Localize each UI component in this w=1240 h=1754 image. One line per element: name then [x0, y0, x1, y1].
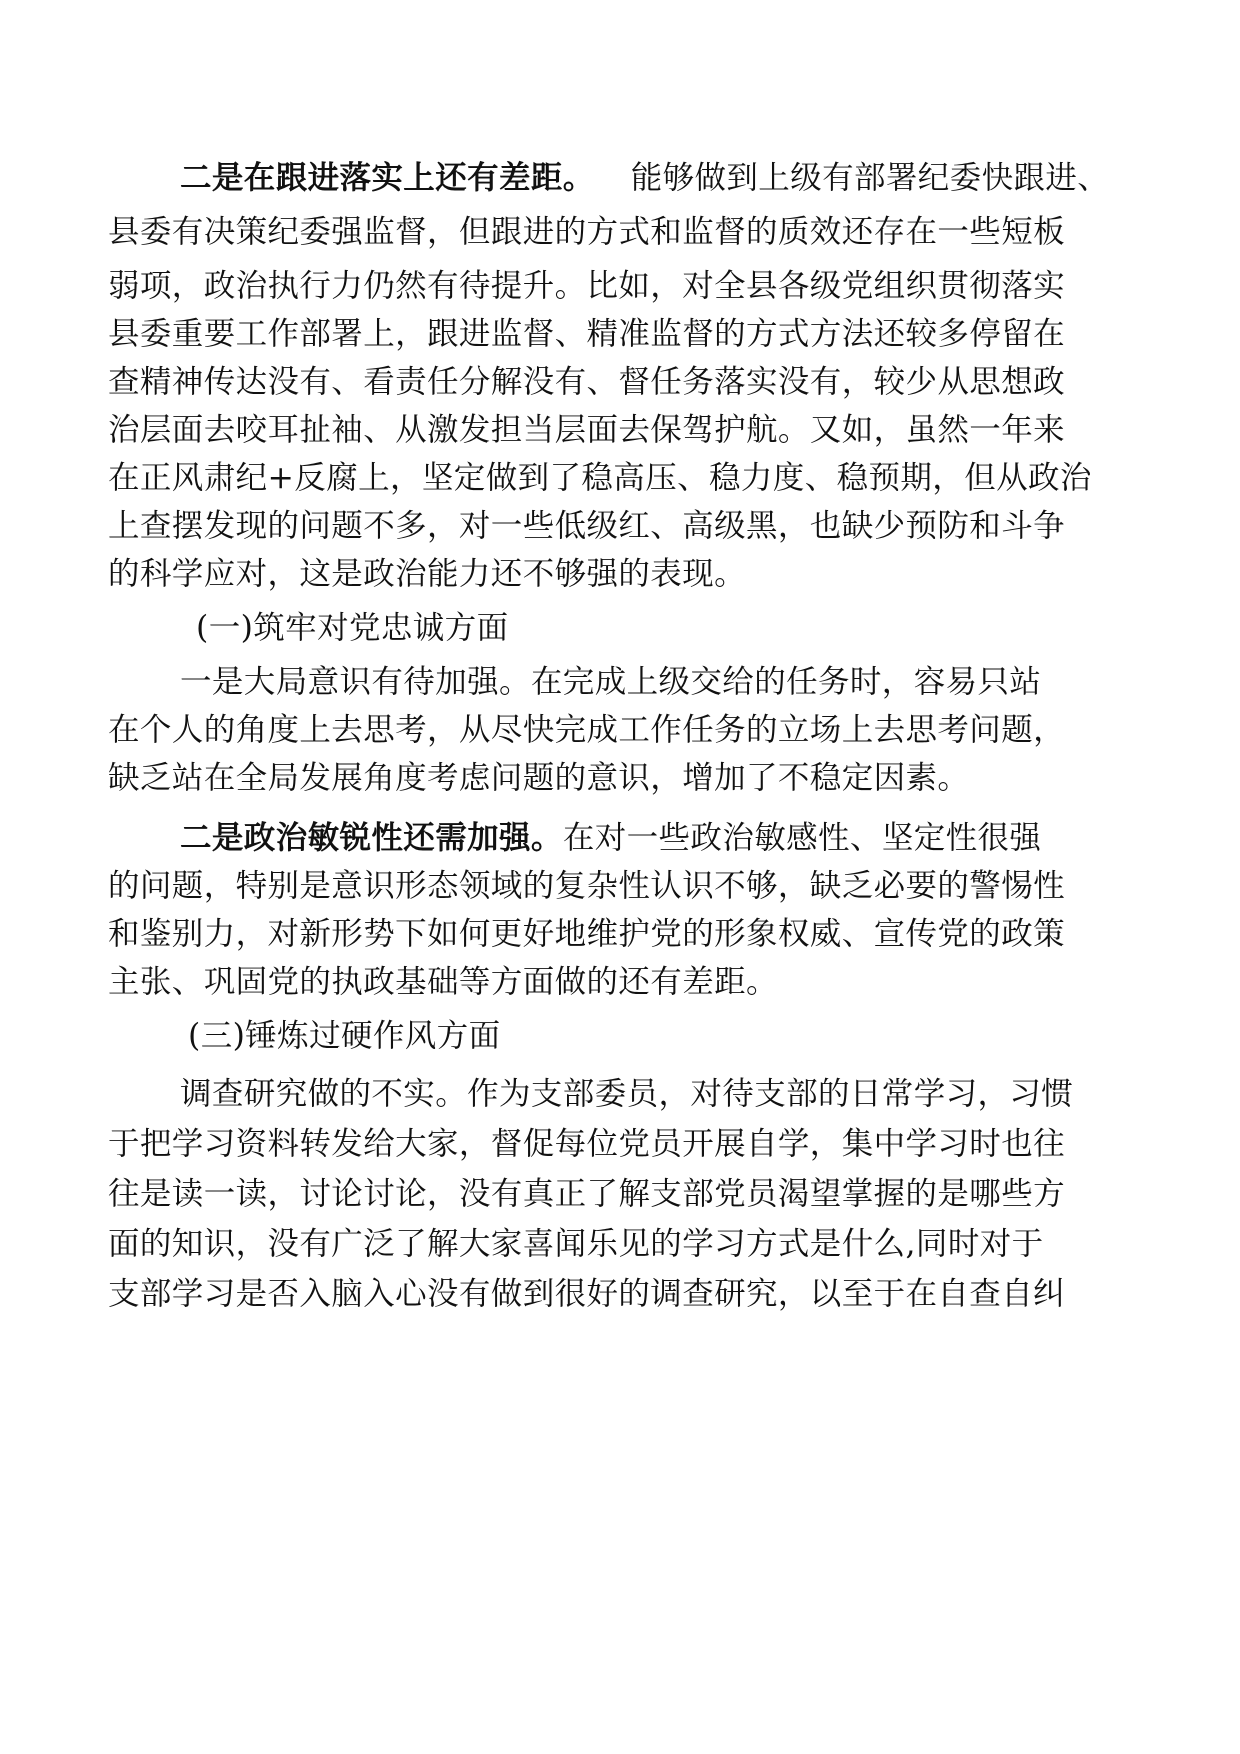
paragraph-1-text: 能够做到上级有部署纪委快跟进、 — [630, 160, 1110, 196]
paragraph-1-heading: 二是在跟进落实上还有差距。 — [180, 160, 595, 196]
paragraph-1-line-4: 县委重要工作部署上，跟进监督、精准监督的方式方法还较多停留在 — [108, 316, 1066, 352]
paragraph-1-line-6: 治层面去咬耳扯袖、从激发担当层面去保驾护航。又如，虽然一年来 — [108, 412, 1066, 448]
section-title-1: (一)筑牢对党忠诚方面 — [196, 610, 509, 646]
paragraph-1-line-1 — [180, 158, 1109, 198]
paragraph-1-line-2: 县委有决策纪委强监督，但跟进的方式和监督的质效还存在一些短板 — [108, 214, 1066, 250]
section-title-3: (三)锤炼过硬作风方面 — [188, 1018, 501, 1054]
paragraph-3-line-4: 主张、巩固党的执政基础等方面做的还有差距。 — [108, 964, 778, 1000]
paragraph-1-line-9: 的科学应对，这是政治能力还不够强的表现。 — [108, 556, 747, 592]
paragraph-1-line-8: 上查摆发现的问题不多，对一些低级红、高级黑，也缺少预防和斗争 — [108, 508, 1066, 544]
paragraph-4-line-4: 面的知识，没有广泛了解大家喜闻乐见的学习方式是什么,同时对于 — [108, 1226, 1044, 1262]
paragraph-4-line-2: 于把学习资料转发给大家，督促每位党员开展自学，集中学习时也往 — [108, 1126, 1066, 1162]
paragraph-3-line-1 — [180, 818, 1041, 858]
paragraph-2-line-3: 缺乏站在全局发展角度考虑问题的意识，增加了不稳定因素。 — [108, 760, 970, 796]
paragraph-4-line-1: 调查研究做的不实。作为支部委员，对待支部的日常学习，习惯 — [180, 1076, 1074, 1112]
paragraph-3-heading: 二是政治敏锐性还需加强。 — [180, 820, 563, 856]
paragraph-4-line-3: 往是读一读，讨论讨论，没有真正了解支部党员渴望掌握的是哪些方 — [108, 1176, 1066, 1212]
paragraph-2-line-2: 在个人的角度上去思考，从尽快完成工作任务的立场上去思考问题， — [108, 712, 1066, 748]
paragraph-3-line-3: 和鉴别力，对新形势下如何更好地维护党的形象权威、宣传党的政策 — [108, 916, 1066, 952]
paragraph-4-line-5: 支部学习是否入脑入心没有做到很好的调查研究，以至于在自查自纠 — [108, 1276, 1066, 1312]
paragraph-3-text: 在对一些政治敏感性、坚定性很强 — [562, 820, 1042, 856]
paragraph-1-line-3: 弱项，政治执行力仍然有待提升。比如，对全县各级党组织贯彻落实 — [108, 268, 1066, 304]
paragraph-3-line-2: 的问题，特别是意识形态领域的复杂性认识不够，缺乏必要的警惕性 — [108, 868, 1066, 904]
paragraph-1-line-5: 查精神传达没有、看责任分解没有、督任务落实没有，较少从思想政 — [108, 364, 1066, 400]
paragraph-2-line-1: 一是大局意识有待加强。在完成上级交给的任务时，容易只站 — [180, 664, 1042, 700]
paragraph-1-line-7: 在正风肃纪+反腐上，坚定做到了稳高压、稳力度、稳预期，但从政治 — [108, 460, 1092, 496]
